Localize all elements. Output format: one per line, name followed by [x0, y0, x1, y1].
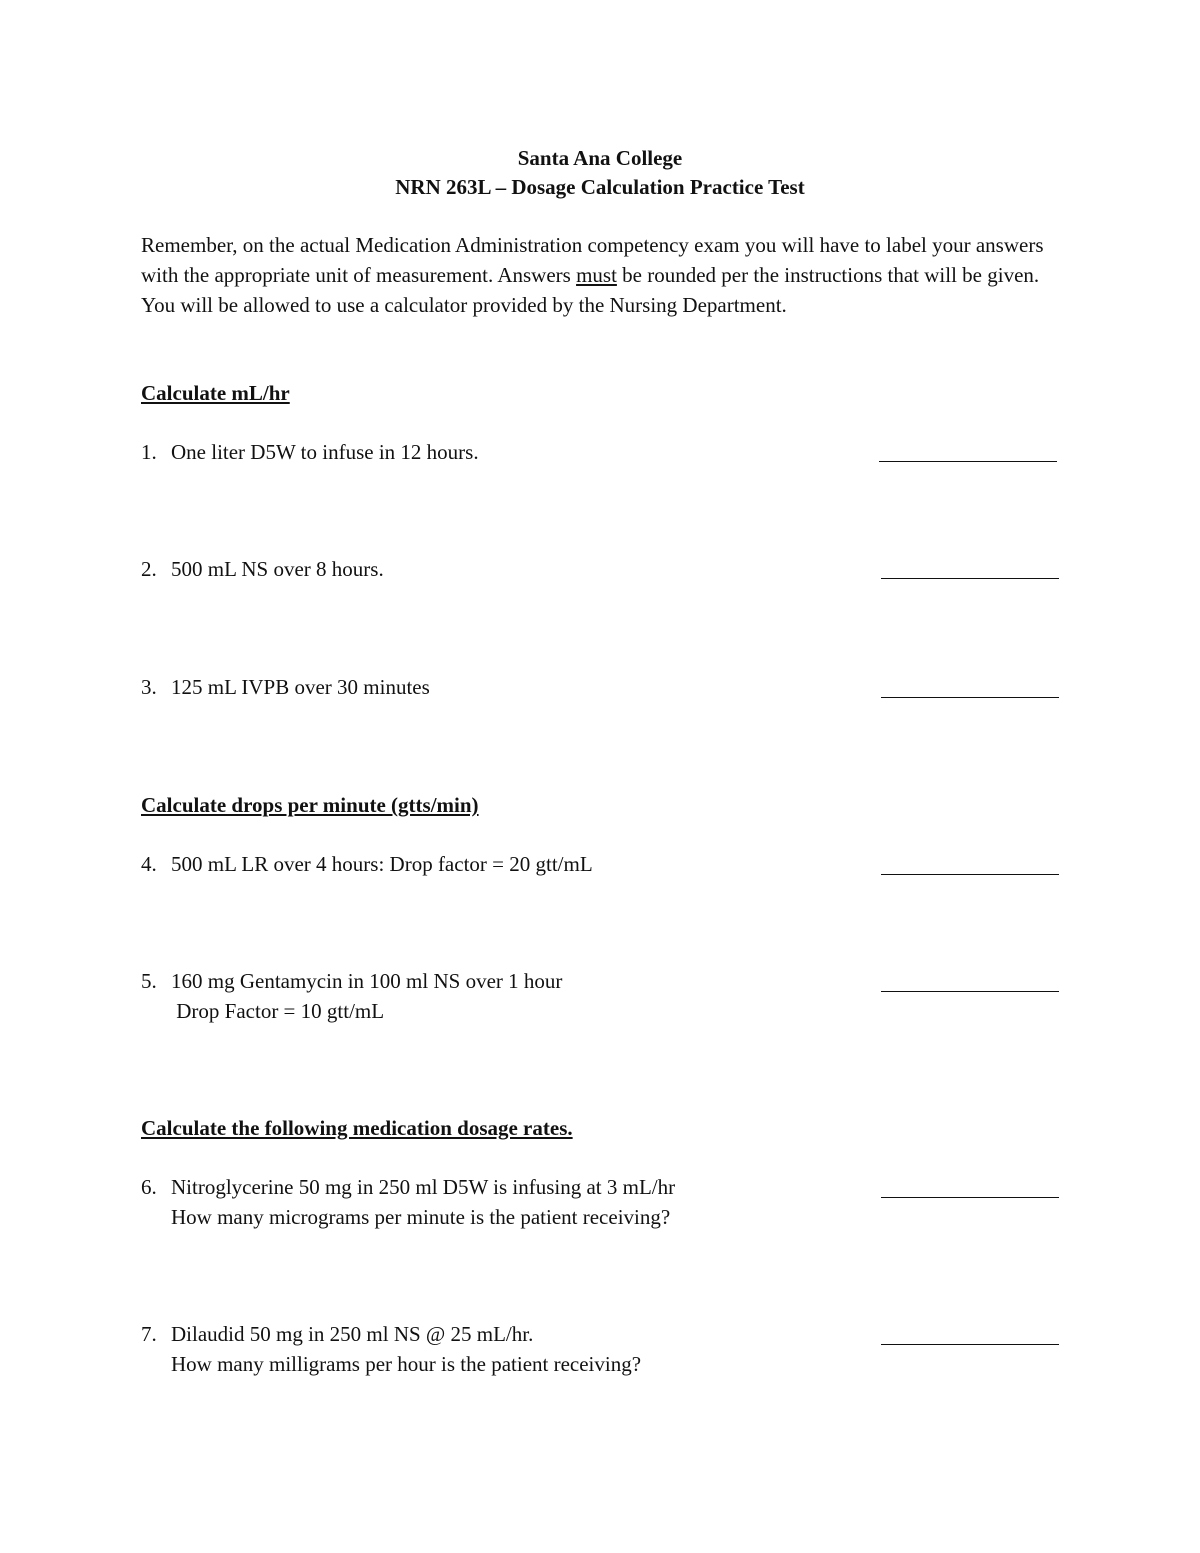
question-number: 2. — [141, 557, 157, 581]
question-text: 160 mg Gentamycin in 100 ml NS over 1 hour — [171, 969, 563, 993]
answer-blank — [879, 461, 1057, 462]
question-text: One liter D5W to infuse in 12 hours. — [171, 440, 479, 464]
answer-blank — [881, 991, 1059, 992]
question-text: 125 mL IVPB over 30 minutes — [171, 675, 430, 699]
question-text-line2: How many milligrams per hour is the patient receiving? — [171, 1352, 642, 1376]
section-heading-gtts-per-min: Calculate drops per minute (gtts/min) — [141, 793, 479, 817]
section-heading-dosage-rates: Calculate the following medication dosage rates. — [141, 1116, 573, 1140]
question-number: 3. — [141, 675, 157, 699]
answer-blank — [881, 1344, 1059, 1345]
question-number: 1. — [141, 440, 157, 464]
question-text: 500 mL NS over 8 hours. — [171, 557, 384, 581]
intro-text-start: Remember, on the actual Medication Administration competency exam you will have to label your answers with the appropriate unit of measurement. Answers — [141, 233, 1044, 287]
intro-text-end: be rounded per the instructions that will be given. You will be allowed to use a calculator provided by the Nursing Department. — [141, 263, 1040, 317]
question-text: Dilaudid 50 mg in 250 ml NS @ 25 mL/hr. — [171, 1322, 534, 1346]
question-text-line2: Drop Factor = 10 gtt/mL — [171, 999, 385, 1023]
answer-blank — [881, 697, 1059, 698]
answer-blank — [881, 874, 1059, 875]
question-number: 4. — [141, 852, 157, 876]
question-text: Nitroglycerine 50 mg in 250 ml D5W is infusing at 3 mL/hr — [171, 1175, 676, 1199]
answer-blank — [881, 578, 1059, 579]
document-subtitle: NRN 263L – Dosage Calculation Practice Test — [395, 175, 805, 199]
question-text-line2: How many micrograms per minute is the patient receiving? — [171, 1205, 671, 1229]
question-number: 5. — [141, 969, 157, 993]
question-number: 7. — [141, 1322, 157, 1346]
question-text: 500 mL LR over 4 hours: Drop factor = 20 gtt/mL — [171, 852, 593, 876]
intro-emphasis: must — [576, 263, 617, 287]
section-heading-ml-per-hr: Calculate mL/hr — [141, 381, 290, 405]
question-number: 6. — [141, 1175, 157, 1199]
intro-paragraph — [141, 230, 1061, 320]
answer-blank — [881, 1197, 1059, 1198]
document-title: Santa Ana College — [517, 146, 683, 170]
